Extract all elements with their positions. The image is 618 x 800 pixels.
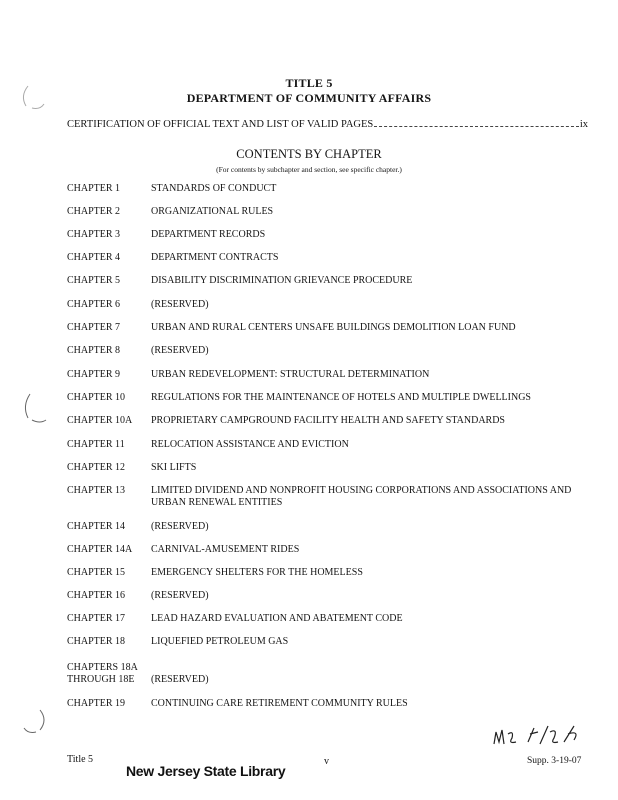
chapter-row — [67, 544, 597, 556]
chapter-title: RELOCATION ASSISTANCE AND EVICTION — [151, 439, 349, 450]
chapter-row — [67, 439, 597, 451]
page-number: v — [324, 756, 329, 767]
department-name: DEPARTMENT OF COMMUNITY AFFAIRS — [186, 91, 432, 105]
chapter-row — [67, 345, 597, 357]
chapter-row — [67, 662, 597, 686]
chapter-row — [67, 590, 597, 602]
chapter-number: CHAPTER 5 — [67, 275, 121, 286]
chapter-row — [67, 415, 597, 427]
chapter-row — [67, 183, 597, 195]
chapter-number: CHAPTER 17 — [67, 613, 126, 624]
chapter-title: REGULATIONS FOR THE MAINTENANCE OF HOTELS AND MULTIPLE DWELLINGS — [151, 392, 531, 403]
chapter-number: CHAPTER 14A — [67, 544, 133, 555]
dot-leader — [374, 125, 579, 127]
chapter-row — [67, 299, 597, 311]
chapter-number: CHAPTER 7 — [67, 322, 121, 333]
chapter-title: (RESERVED) — [151, 674, 209, 685]
chapter-number: CHAPTERS 18A THROUGH 18E — [67, 662, 138, 685]
chapter-title: STANDARDS OF CONDUCT — [151, 183, 277, 194]
chapter-number: CHAPTER 3 — [67, 229, 121, 240]
supplement-date: Supp. 3-19-07 — [527, 756, 582, 766]
chapter-title: (RESERVED) — [151, 590, 209, 601]
chapter-title: (RESERVED) — [151, 521, 209, 532]
chapter-number: CHAPTER 10A — [67, 415, 133, 426]
chapter-row — [67, 485, 597, 509]
footer-title: Title 5 — [67, 754, 94, 765]
punch-hole-mark-middle — [18, 390, 50, 430]
certification-label: CERTIFICATION OF OFFICIAL TEXT AND LIST OF VALID PAGES — [67, 119, 374, 130]
title-number: TITLE 5 — [285, 76, 333, 90]
chapter-row — [67, 369, 597, 381]
chapter-number: CHAPTER 13 — [67, 485, 126, 496]
chapter-number: CHAPTER 11 — [67, 439, 125, 450]
chapter-number: CHAPTER 12 — [67, 462, 126, 473]
chapter-row — [67, 521, 597, 533]
chapter-row — [67, 392, 597, 404]
chapter-title: ORGANIZATIONAL RULES — [151, 206, 274, 217]
chapter-number: CHAPTER 4 — [67, 252, 121, 263]
punch-hole-mark-bottom — [18, 706, 50, 736]
chapter-row — [67, 698, 597, 710]
chapter-title: DEPARTMENT RECORDS — [151, 229, 266, 240]
chapter-number: CHAPTER 14 — [67, 521, 126, 532]
contents-note: (For contents by subchapter and section, see specific chapter.) — [216, 165, 402, 174]
chapter-title: SKI LIFTS — [151, 462, 197, 473]
chapter-title: URBAN AND RURAL CENTERS UNSAFE BUILDINGS DEMOLITION LOAN FUND — [151, 322, 516, 333]
chapter-title: CARNIVAL-AMUSEMENT RIDES — [151, 544, 300, 555]
chapter-number: CHAPTER 8 — [67, 345, 121, 356]
certification-page: ix — [579, 119, 588, 130]
chapter-row — [67, 206, 597, 218]
contents-title: CONTENTS BY CHAPTER — [236, 147, 382, 161]
chapter-title: (RESERVED) — [151, 299, 209, 310]
chapter-title: DISABILITY DISCRIMINATION GRIEVANCE PROCEDURE — [151, 275, 413, 286]
chapter-number: CHAPTER 2 — [67, 206, 121, 217]
chapter-row — [67, 567, 597, 579]
chapter-title: LIMITED DIVIDEND AND NONPROFIT HOUSING CORPORATIONS AND ASSOCIATIONS AND URBAN RENEWAL ENTITIES — [151, 485, 572, 508]
chapter-row — [67, 229, 597, 241]
chapter-number: CHAPTER 15 — [67, 567, 126, 578]
chapter-title: DEPARTMENT CONTRACTS — [151, 252, 279, 263]
certification-line — [67, 119, 588, 133]
handwritten-initials-date — [488, 722, 588, 754]
chapter-row — [67, 462, 597, 474]
chapter-number: CHAPTER 9 — [67, 369, 121, 380]
chapter-title: CONTINUING CARE RETIREMENT COMMUNITY RULES — [151, 698, 408, 709]
chapter-row — [67, 322, 597, 334]
chapter-number: CHAPTER 16 — [67, 590, 126, 601]
chapter-title: (RESERVED) — [151, 345, 209, 356]
chapter-number: CHAPTER 18 — [67, 636, 126, 647]
chapter-row — [67, 252, 597, 264]
chapter-row — [67, 636, 597, 648]
chapter-number: CHAPTER 1 — [67, 183, 121, 194]
chapter-title: URBAN REDEVELOPMENT: STRUCTURAL DETERMINATION — [151, 369, 430, 380]
chapter-row — [67, 613, 597, 625]
chapter-row — [67, 275, 597, 287]
chapter-title: LIQUEFIED PETROLEUM GAS — [151, 636, 289, 647]
chapter-number: CHAPTER 10 — [67, 392, 126, 403]
chapter-title: PROPRIETARY CAMPGROUND FACILITY HEALTH AND SAFETY STANDARDS — [151, 415, 505, 426]
chapter-title: LEAD HAZARD EVALUATION AND ABATEMENT CODE — [151, 613, 403, 624]
chapter-number: CHAPTER 19 — [67, 698, 126, 709]
chapter-number: CHAPTER 6 — [67, 299, 121, 310]
library-stamp: New Jersey State Library — [126, 763, 286, 779]
chapter-title: EMERGENCY SHELTERS FOR THE HOMELESS — [151, 567, 363, 578]
